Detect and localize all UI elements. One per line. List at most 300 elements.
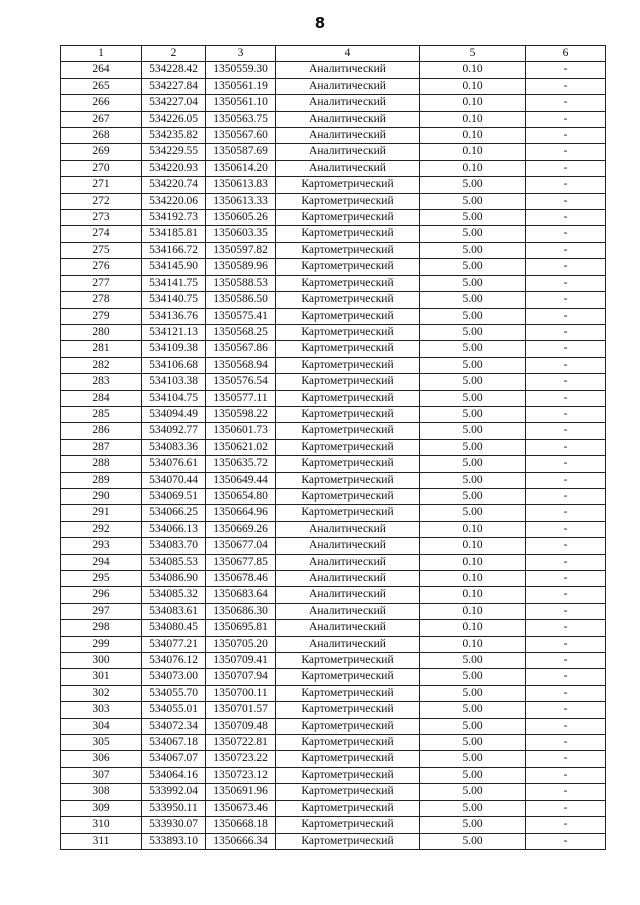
method-cell: Картометрический (276, 439, 420, 455)
note-cell: - (526, 341, 606, 357)
point-number-cell: 309 (61, 800, 142, 816)
y-coordinate-cell: 1350709.48 (206, 718, 276, 734)
accuracy-cell: 0.10 (420, 128, 526, 144)
y-coordinate-cell: 1350695.81 (206, 620, 276, 636)
y-coordinate-cell: 1350649.44 (206, 472, 276, 488)
accuracy-cell: 5.00 (420, 505, 526, 521)
x-coordinate-cell: 534103.38 (142, 374, 206, 390)
point-number-cell: 304 (61, 718, 142, 734)
point-number-cell: 267 (61, 111, 142, 127)
table-row (61, 292, 606, 308)
accuracy-cell: 5.00 (420, 193, 526, 209)
point-number-cell: 301 (61, 669, 142, 685)
table-row (61, 144, 606, 160)
note-cell: - (526, 160, 606, 176)
table-row (61, 800, 606, 816)
method-cell: Картометрический (276, 833, 420, 849)
y-coordinate-cell: 1350605.26 (206, 210, 276, 226)
note-cell: - (526, 390, 606, 406)
point-number-cell: 295 (61, 571, 142, 587)
point-number-cell: 264 (61, 62, 142, 78)
x-coordinate-cell: 534192.73 (142, 210, 206, 226)
point-number-cell: 265 (61, 78, 142, 94)
accuracy-cell: 5.00 (420, 800, 526, 816)
note-cell: - (526, 521, 606, 537)
accuracy-cell: 0.10 (420, 603, 526, 619)
accuracy-cell: 0.10 (420, 111, 526, 127)
method-cell: Картометрический (276, 177, 420, 193)
point-number-cell: 310 (61, 817, 142, 833)
method-cell: Картометрический (276, 259, 420, 275)
note-cell: - (526, 571, 606, 587)
point-number-cell: 306 (61, 751, 142, 767)
accuracy-cell: 5.00 (420, 390, 526, 406)
accuracy-cell: 5.00 (420, 439, 526, 455)
note-cell: - (526, 505, 606, 521)
method-cell: Картометрический (276, 374, 420, 390)
x-coordinate-cell: 534106.68 (142, 357, 206, 373)
table-row (61, 817, 606, 833)
accuracy-cell: 5.00 (420, 702, 526, 718)
note-cell: - (526, 226, 606, 242)
accuracy-cell: 0.10 (420, 571, 526, 587)
x-coordinate-cell: 534080.45 (142, 620, 206, 636)
table-row (61, 538, 606, 554)
x-coordinate-cell: 534076.61 (142, 456, 206, 472)
table-row (61, 308, 606, 324)
table-row (61, 505, 606, 521)
method-cell: Картометрический (276, 193, 420, 209)
point-number-cell: 282 (61, 357, 142, 373)
x-coordinate-cell: 534076.12 (142, 653, 206, 669)
y-coordinate-cell: 1350568.25 (206, 324, 276, 340)
y-coordinate-cell: 1350567.60 (206, 128, 276, 144)
accuracy-cell: 0.10 (420, 95, 526, 111)
method-cell: Картометрический (276, 784, 420, 800)
accuracy-cell: 0.10 (420, 144, 526, 160)
note-cell: - (526, 324, 606, 340)
note-cell: - (526, 636, 606, 652)
point-number-cell: 279 (61, 308, 142, 324)
note-cell: - (526, 653, 606, 669)
x-coordinate-cell: 534136.76 (142, 308, 206, 324)
accuracy-cell: 5.00 (420, 242, 526, 258)
x-coordinate-cell: 534094.49 (142, 406, 206, 422)
x-coordinate-cell: 534067.18 (142, 735, 206, 751)
method-cell: Картометрический (276, 653, 420, 669)
x-coordinate-cell: 534066.13 (142, 521, 206, 537)
method-cell: Аналитический (276, 636, 420, 652)
note-cell: - (526, 111, 606, 127)
accuracy-cell: 5.00 (420, 292, 526, 308)
y-coordinate-cell: 1350722.81 (206, 735, 276, 751)
point-number-cell: 307 (61, 767, 142, 783)
accuracy-cell: 5.00 (420, 817, 526, 833)
column-header: 2 (142, 46, 206, 62)
accuracy-cell: 5.00 (420, 324, 526, 340)
point-number-cell: 284 (61, 390, 142, 406)
note-cell: - (526, 62, 606, 78)
y-coordinate-cell: 1350683.64 (206, 587, 276, 603)
table-row (61, 177, 606, 193)
method-cell: Картометрический (276, 357, 420, 373)
method-cell: Картометрический (276, 226, 420, 242)
method-cell: Аналитический (276, 620, 420, 636)
accuracy-cell: 5.00 (420, 308, 526, 324)
point-number-cell: 274 (61, 226, 142, 242)
y-coordinate-cell: 1350691.96 (206, 784, 276, 800)
y-coordinate-cell: 1350601.73 (206, 423, 276, 439)
method-cell: Картометрический (276, 292, 420, 308)
table-row (61, 636, 606, 652)
point-number-cell: 270 (61, 160, 142, 176)
table-row (61, 111, 606, 127)
table-row (61, 275, 606, 291)
x-coordinate-cell: 534067.07 (142, 751, 206, 767)
method-cell: Аналитический (276, 62, 420, 78)
accuracy-cell: 5.00 (420, 259, 526, 275)
table-row (61, 242, 606, 258)
x-coordinate-cell: 534228.42 (142, 62, 206, 78)
point-number-cell: 291 (61, 505, 142, 521)
x-coordinate-cell: 534069.51 (142, 488, 206, 504)
x-coordinate-cell: 533893.10 (142, 833, 206, 849)
y-coordinate-cell: 1350723.12 (206, 767, 276, 783)
table-row (61, 160, 606, 176)
y-coordinate-cell: 1350664.96 (206, 505, 276, 521)
y-coordinate-cell: 1350654.80 (206, 488, 276, 504)
y-coordinate-cell: 1350559.30 (206, 62, 276, 78)
y-coordinate-cell: 1350577.11 (206, 390, 276, 406)
y-coordinate-cell: 1350613.83 (206, 177, 276, 193)
method-cell: Картометрический (276, 817, 420, 833)
table-row (61, 374, 606, 390)
point-number-cell: 266 (61, 95, 142, 111)
y-coordinate-cell: 1350701.57 (206, 702, 276, 718)
y-coordinate-cell: 1350686.30 (206, 603, 276, 619)
table-row (61, 587, 606, 603)
note-cell: - (526, 833, 606, 849)
point-number-cell: 277 (61, 275, 142, 291)
note-cell: - (526, 620, 606, 636)
point-number-cell: 297 (61, 603, 142, 619)
note-cell: - (526, 308, 606, 324)
point-number-cell: 285 (61, 406, 142, 422)
accuracy-cell: 0.10 (420, 521, 526, 537)
y-coordinate-cell: 1350723.22 (206, 751, 276, 767)
accuracy-cell: 5.00 (420, 406, 526, 422)
accuracy-cell: 5.00 (420, 226, 526, 242)
table-row (61, 406, 606, 422)
table-row (61, 324, 606, 340)
point-number-cell: 272 (61, 193, 142, 209)
coordinates-table (60, 45, 606, 850)
accuracy-cell: 5.00 (420, 456, 526, 472)
y-coordinate-cell: 1350589.96 (206, 259, 276, 275)
table-row (61, 653, 606, 669)
y-coordinate-cell: 1350587.69 (206, 144, 276, 160)
table-row (61, 735, 606, 751)
x-coordinate-cell: 534109.38 (142, 341, 206, 357)
method-cell: Аналитический (276, 78, 420, 94)
y-coordinate-cell: 1350705.20 (206, 636, 276, 652)
table-row (61, 95, 606, 111)
accuracy-cell: 5.00 (420, 653, 526, 669)
y-coordinate-cell: 1350576.54 (206, 374, 276, 390)
table-row (61, 357, 606, 373)
method-cell: Аналитический (276, 538, 420, 554)
point-number-cell: 305 (61, 735, 142, 751)
method-cell: Картометрический (276, 423, 420, 439)
method-cell: Аналитический (276, 111, 420, 127)
y-coordinate-cell: 1350669.26 (206, 521, 276, 537)
accuracy-cell: 5.00 (420, 833, 526, 849)
table-row (61, 620, 606, 636)
note-cell: - (526, 702, 606, 718)
method-cell: Картометрический (276, 324, 420, 340)
note-cell: - (526, 439, 606, 455)
x-coordinate-cell: 534064.16 (142, 767, 206, 783)
accuracy-cell: 0.10 (420, 587, 526, 603)
note-cell: - (526, 144, 606, 160)
y-coordinate-cell: 1350666.34 (206, 833, 276, 849)
table-row (61, 488, 606, 504)
note-cell: - (526, 78, 606, 94)
page-number: 8 (314, 14, 326, 32)
method-cell: Аналитический (276, 144, 420, 160)
table-row (61, 128, 606, 144)
accuracy-cell: 5.00 (420, 767, 526, 783)
table-row (61, 767, 606, 783)
y-coordinate-cell: 1350668.18 (206, 817, 276, 833)
method-cell: Картометрический (276, 242, 420, 258)
table-row (61, 226, 606, 242)
y-coordinate-cell: 1350561.19 (206, 78, 276, 94)
y-coordinate-cell: 1350575.41 (206, 308, 276, 324)
method-cell: Аналитический (276, 95, 420, 111)
y-coordinate-cell: 1350597.82 (206, 242, 276, 258)
method-cell: Картометрический (276, 390, 420, 406)
point-number-cell: 299 (61, 636, 142, 652)
accuracy-cell: 0.10 (420, 554, 526, 570)
y-coordinate-cell: 1350678.46 (206, 571, 276, 587)
note-cell: - (526, 374, 606, 390)
y-coordinate-cell: 1350561.10 (206, 95, 276, 111)
table-body (61, 62, 606, 850)
x-coordinate-cell: 534227.84 (142, 78, 206, 94)
y-coordinate-cell: 1350709.41 (206, 653, 276, 669)
y-coordinate-cell: 1350613.33 (206, 193, 276, 209)
note-cell: - (526, 259, 606, 275)
x-coordinate-cell: 534220.93 (142, 160, 206, 176)
note-cell: - (526, 406, 606, 422)
y-coordinate-cell: 1350588.53 (206, 275, 276, 291)
note-cell: - (526, 603, 606, 619)
method-cell: Аналитический (276, 521, 420, 537)
y-coordinate-cell: 1350586.50 (206, 292, 276, 308)
point-number-cell: 280 (61, 324, 142, 340)
method-cell: Картометрический (276, 308, 420, 324)
table-row (61, 554, 606, 570)
x-coordinate-cell: 534166.72 (142, 242, 206, 258)
method-cell: Аналитический (276, 554, 420, 570)
note-cell: - (526, 817, 606, 833)
x-coordinate-cell: 534085.32 (142, 587, 206, 603)
x-coordinate-cell: 533930.07 (142, 817, 206, 833)
method-cell: Аналитический (276, 587, 420, 603)
note-cell: - (526, 357, 606, 373)
note-cell: - (526, 128, 606, 144)
y-coordinate-cell: 1350707.94 (206, 669, 276, 685)
column-header: 5 (420, 46, 526, 62)
note-cell: - (526, 292, 606, 308)
point-number-cell: 275 (61, 242, 142, 258)
point-number-cell: 300 (61, 653, 142, 669)
x-coordinate-cell: 534083.36 (142, 439, 206, 455)
accuracy-cell: 0.10 (420, 620, 526, 636)
x-coordinate-cell: 534227.04 (142, 95, 206, 111)
x-coordinate-cell: 534086.90 (142, 571, 206, 587)
point-number-cell: 294 (61, 554, 142, 570)
method-cell: Картометрический (276, 341, 420, 357)
accuracy-cell: 5.00 (420, 472, 526, 488)
x-coordinate-cell: 534140.75 (142, 292, 206, 308)
y-coordinate-cell: 1350677.85 (206, 554, 276, 570)
table-row (61, 669, 606, 685)
point-number-cell: 276 (61, 259, 142, 275)
point-number-cell: 283 (61, 374, 142, 390)
note-cell: - (526, 423, 606, 439)
note-cell: - (526, 177, 606, 193)
table-row (61, 210, 606, 226)
accuracy-cell: 5.00 (420, 488, 526, 504)
table-row (61, 472, 606, 488)
x-coordinate-cell: 534121.13 (142, 324, 206, 340)
x-coordinate-cell: 534055.01 (142, 702, 206, 718)
column-header: 6 (526, 46, 606, 62)
x-coordinate-cell: 534220.74 (142, 177, 206, 193)
accuracy-cell: 5.00 (420, 275, 526, 291)
note-cell: - (526, 718, 606, 734)
x-coordinate-cell: 534083.61 (142, 603, 206, 619)
note-cell: - (526, 735, 606, 751)
note-cell: - (526, 685, 606, 701)
point-number-cell: 278 (61, 292, 142, 308)
table-row (61, 193, 606, 209)
y-coordinate-cell: 1350621.02 (206, 439, 276, 455)
note-cell: - (526, 456, 606, 472)
x-coordinate-cell: 534145.90 (142, 259, 206, 275)
y-coordinate-cell: 1350568.94 (206, 357, 276, 373)
x-coordinate-cell: 534055.70 (142, 685, 206, 701)
table-row (61, 259, 606, 275)
accuracy-cell: 5.00 (420, 341, 526, 357)
accuracy-cell: 5.00 (420, 374, 526, 390)
point-number-cell: 308 (61, 784, 142, 800)
table-row (61, 784, 606, 800)
note-cell: - (526, 751, 606, 767)
x-coordinate-cell: 533950.11 (142, 800, 206, 816)
note-cell: - (526, 669, 606, 685)
y-coordinate-cell: 1350598.22 (206, 406, 276, 422)
note-cell: - (526, 95, 606, 111)
method-cell: Аналитический (276, 571, 420, 587)
x-coordinate-cell: 534104.75 (142, 390, 206, 406)
x-coordinate-cell: 534073.00 (142, 669, 206, 685)
y-coordinate-cell: 1350563.75 (206, 111, 276, 127)
note-cell: - (526, 275, 606, 291)
table-row (61, 62, 606, 78)
method-cell: Картометрический (276, 488, 420, 504)
column-header: 3 (206, 46, 276, 62)
method-cell: Картометрический (276, 406, 420, 422)
accuracy-cell: 5.00 (420, 177, 526, 193)
table-row (61, 603, 606, 619)
point-number-cell: 290 (61, 488, 142, 504)
accuracy-cell: 0.10 (420, 538, 526, 554)
x-coordinate-cell: 534229.55 (142, 144, 206, 160)
point-number-cell: 292 (61, 521, 142, 537)
point-number-cell: 298 (61, 620, 142, 636)
point-number-cell: 268 (61, 128, 142, 144)
note-cell: - (526, 210, 606, 226)
method-cell: Аналитический (276, 128, 420, 144)
method-cell: Картометрический (276, 702, 420, 718)
method-cell: Аналитический (276, 603, 420, 619)
table-row (61, 702, 606, 718)
table-row (61, 456, 606, 472)
method-cell: Картометрический (276, 800, 420, 816)
note-cell: - (526, 554, 606, 570)
point-number-cell: 289 (61, 472, 142, 488)
x-coordinate-cell: 534141.75 (142, 275, 206, 291)
note-cell: - (526, 587, 606, 603)
x-coordinate-cell: 534085.53 (142, 554, 206, 570)
point-number-cell: 302 (61, 685, 142, 701)
y-coordinate-cell: 1350635.72 (206, 456, 276, 472)
y-coordinate-cell: 1350677.04 (206, 538, 276, 554)
accuracy-cell: 5.00 (420, 685, 526, 701)
x-coordinate-cell: 534070.44 (142, 472, 206, 488)
table-row (61, 439, 606, 455)
method-cell: Картометрический (276, 735, 420, 751)
y-coordinate-cell: 1350614.20 (206, 160, 276, 176)
point-number-cell: 269 (61, 144, 142, 160)
method-cell: Картометрический (276, 472, 420, 488)
note-cell: - (526, 242, 606, 258)
table-row (61, 521, 606, 537)
point-number-cell: 303 (61, 702, 142, 718)
x-coordinate-cell: 534235.82 (142, 128, 206, 144)
accuracy-cell: 0.10 (420, 62, 526, 78)
method-cell: Картометрический (276, 210, 420, 226)
point-number-cell: 287 (61, 439, 142, 455)
y-coordinate-cell: 1350673.46 (206, 800, 276, 816)
table-header-row (61, 46, 606, 62)
point-number-cell: 286 (61, 423, 142, 439)
note-cell: - (526, 538, 606, 554)
point-number-cell: 273 (61, 210, 142, 226)
point-number-cell: 281 (61, 341, 142, 357)
table-row (61, 833, 606, 849)
x-coordinate-cell: 534083.70 (142, 538, 206, 554)
point-number-cell: 288 (61, 456, 142, 472)
column-header: 1 (61, 46, 142, 62)
method-cell: Картометрический (276, 505, 420, 521)
point-number-cell: 311 (61, 833, 142, 849)
note-cell: - (526, 193, 606, 209)
y-coordinate-cell: 1350603.35 (206, 226, 276, 242)
